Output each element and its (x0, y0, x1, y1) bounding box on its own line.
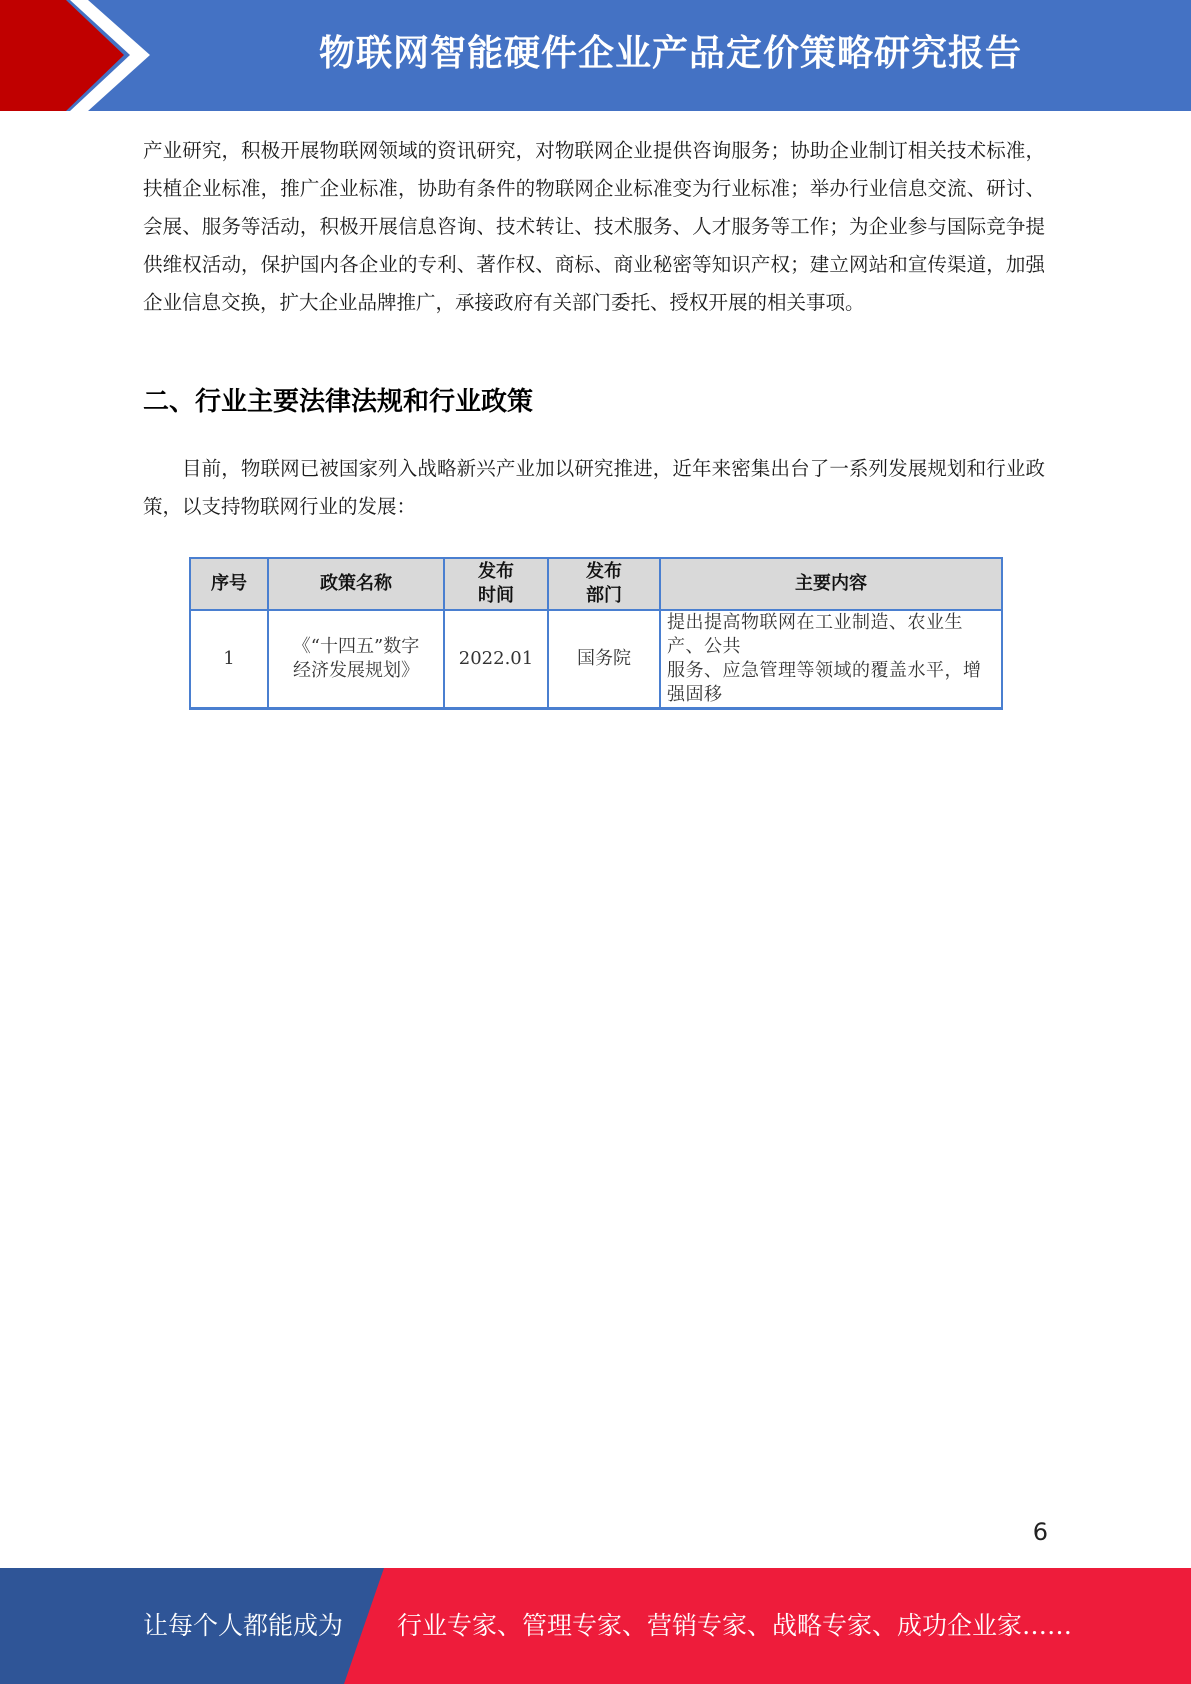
cell-name (268, 610, 444, 709)
header-arrow-decoration (0, 0, 160, 111)
header-dept (548, 558, 660, 610)
cell-content-line1: 提出提高物联网在工业制造、农业生产、公共 (667, 612, 963, 657)
header-dept-line1: 发布 (586, 561, 622, 582)
body-paragraph-1: 产业研究，积极开展物联网领域的资讯研究，对物联网企业提供咨询服务；协助企业制订相关技术标准，扶植企业标准，推广企业标准，协助有条件的物联网企业标准变为行业标准；举办行业信息交流、研讨、会展、服务等活动，积极开展信息咨询、技术转让、技术服务、人才服务等工作；为企业参与国际竞争提供维权活动，保护国内各企业的专利、著作权、商标、商业秘密等知识产权；建立网站和宣传渠道，加强企业信息交换，扩大企业品牌推广，承接政府有关部门委托、授权开展的相关事项。 (143, 139, 1045, 314)
header-content: 主要内容 (660, 558, 1002, 610)
header-name: 政策名称 (268, 558, 444, 610)
header-date-line1: 发布 (478, 561, 514, 582)
cell-content-line2: 服务、应急管理等领域的覆盖水平，增强固移 (667, 660, 982, 705)
footer-slogan-right: 行业专家、管理专家、营销专家、战略专家、成功企业家…… (397, 1611, 1073, 1640)
report-title: 物联网智能硬件企业产品定价策略研究报告 (318, 33, 1022, 74)
header-date-line2: 时间 (478, 585, 514, 606)
policy-table (189, 557, 1003, 710)
cell-name-line2: 经济发展规划》 (293, 660, 419, 681)
table-row (190, 610, 1002, 709)
section-heading: 二、行业主要法律法规和行业政策 (143, 387, 534, 417)
cell-dept: 国务院 (548, 610, 660, 709)
cell-name-line1: 《“十四五”数字 (292, 636, 420, 657)
page-footer (0, 1568, 1191, 1684)
header-no: 序号 (190, 558, 268, 610)
table-header-row (190, 558, 1002, 610)
cell-content (660, 610, 1002, 709)
page-header (0, 0, 1191, 111)
header-dept-line2: 部门 (586, 585, 622, 606)
header-date (444, 558, 548, 610)
page-number: 6 (1032, 1518, 1048, 1546)
cell-no: 1 (190, 610, 268, 709)
footer-slogan-left: 让每个人都能成为 (143, 1611, 344, 1640)
cell-date: 2022.01 (444, 610, 548, 709)
body-paragraph-2: 目前，物联网已被国家列入战略新兴产业加以研究推进，近年来密集出台了一系列发展规划和行业政策，以支持物联网行业的发展： (143, 457, 1045, 518)
